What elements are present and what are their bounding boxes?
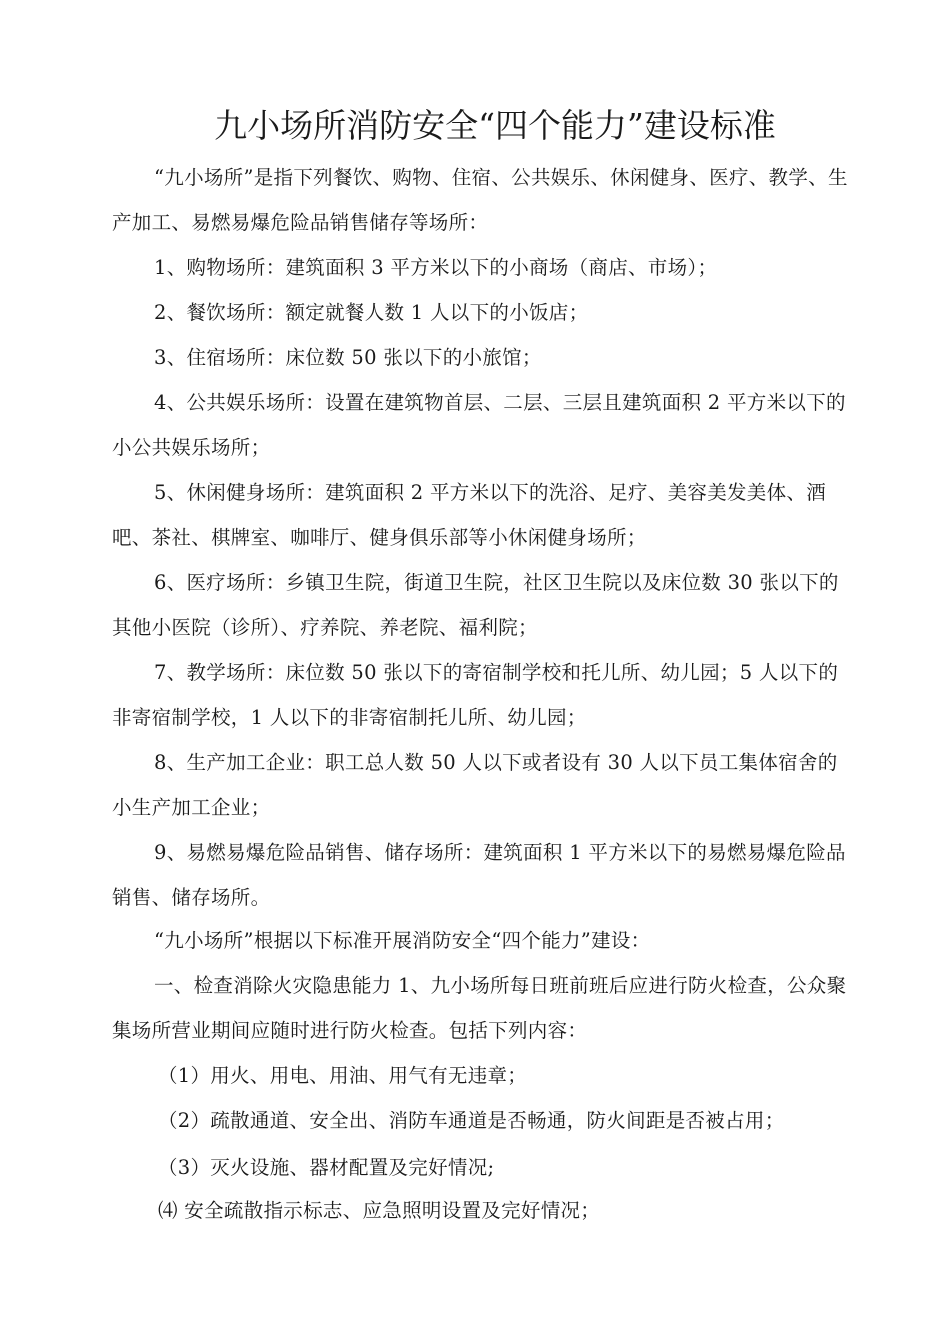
list-item-1: 1、购物场所：建筑面积 3 平方米以下的小商场（商店、市场）； [154, 256, 718, 279]
intro-paragraph: “九小场所”是指下列餐饮、购物、住宿、公共娱乐、休闲健身、医疗、教学、生产加工、易燃易爆危险品销售储存等场所： [112, 166, 848, 234]
list-item-5: 5、休闲健身场所：建筑面积 2 平方米以下的洗浴、足疗、美容美发美体、酒吧、茶社、棋牌室、咖啡厅、健身俱乐部等小休闲健身场所； [112, 481, 827, 549]
check-item-4: ⑷ 安全疏散指示标志、应急照明设置及完好情况； [158, 1199, 601, 1222]
list-item-4: 4、公共娱乐场所：设置在建筑物首层、二层、三层且建筑面积 2 平方米以下的小公共娱乐场所； [112, 391, 846, 459]
list-item-2: 2、餐饮场所：额定就餐人数 1 人以下的小饭店； [154, 301, 589, 324]
section-one-paragraph: 一、检查消除火灾隐患能力 1、九小场所每日班前班后应进行防火检查，公众聚集场所营业期间应随时进行防火检查。包括下列内容： [112, 974, 847, 1042]
list-item-9: 9、易燃易爆危险品销售、储存场所：建筑面积 1 平方米以下的易燃易爆危险品销售、储存场所。 [112, 841, 846, 909]
list-item-8: 8、生产加工企业：职工总人数 50 人以下或者设有 30 人以下员工集体宿舍的小生产加工企业； [112, 751, 838, 819]
check-item-1: （1）用火、用电、用油、用气有无违章； [158, 1064, 528, 1087]
check-item-3: （3）灭火设施、器材配置及完好情况; [158, 1156, 495, 1179]
document-title: 九小场所消防安全“四个能力”建设标准 [214, 106, 776, 145]
check-item-2: （2）疏散通道、安全出、消防车通道是否畅通，防火间距是否被占用； [158, 1109, 785, 1132]
list-item-6: 6、医疗场所：乡镇卫生院，街道卫生院，社区卫生院以及床位数 30 张以下的其他小医院（诊所）、疗养院、养老院、福利院； [112, 571, 839, 639]
standard-intro-paragraph: “九小场所”根据以下标准开展消防安全“四个能力”建设： [154, 929, 651, 952]
list-item-7: 7、教学场所：床位数 50 张以下的寄宿制学校和托儿所、幼儿园；5 人以下的非寄宿制学校，1 人以下的非寄宿制托儿所、幼儿园； [112, 661, 839, 729]
list-item-3: 3、住宿场所：床位数 50 张以下的小旅馆； [154, 346, 542, 369]
